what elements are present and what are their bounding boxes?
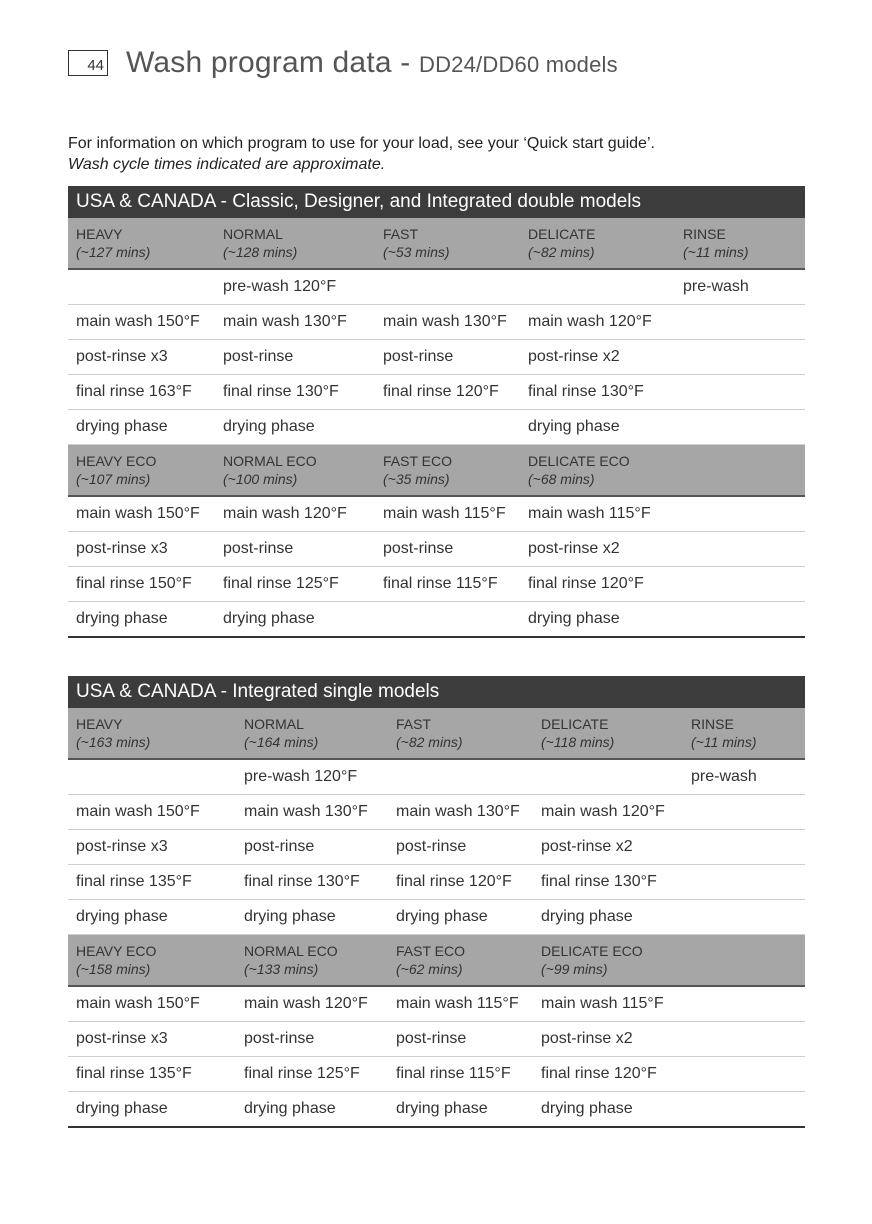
table-cell: final rinse 130°F <box>528 383 644 400</box>
table-cell: final rinse 120°F <box>383 383 499 400</box>
table-cell: final rinse 130°F <box>244 873 360 890</box>
table-cell: final rinse 120°F <box>528 575 644 592</box>
table-row <box>68 900 805 935</box>
table-cell: pre-wash 120°F <box>223 278 337 295</box>
table-row <box>68 602 805 638</box>
table-cell: final rinse 135°F <box>76 873 192 890</box>
wash-table-double <box>68 186 805 638</box>
program-duration: (~107 mins) <box>76 471 151 487</box>
table-cell: drying phase <box>76 418 168 435</box>
program-duration: (~158 mins) <box>76 961 151 977</box>
table-cell: main wash 120°F <box>528 313 652 330</box>
program-cell <box>533 942 683 978</box>
table-cell: post-rinse <box>223 540 294 557</box>
table-cell: final rinse 115°F <box>396 1065 511 1082</box>
program-header-row <box>68 935 805 987</box>
program-duration: (~127 mins) <box>76 244 151 260</box>
table-cell: final rinse 150°F <box>76 575 192 592</box>
program-duration: (~62 mins) <box>396 961 463 977</box>
table-cell: post-rinse x2 <box>528 348 620 365</box>
program-duration: (~35 mins) <box>383 471 450 487</box>
table-cell: post-rinse <box>383 348 454 365</box>
program-header-row <box>68 445 805 497</box>
table-cell: final rinse 125°F <box>244 1065 360 1082</box>
program-cell <box>236 942 388 978</box>
page-title <box>126 46 618 80</box>
page-header <box>68 46 618 80</box>
table-cell: final rinse 115°F <box>383 575 498 592</box>
program-name: DELICATE ECO <box>528 453 630 469</box>
program-name: NORMAL ECO <box>223 453 317 469</box>
table-cell: drying phase <box>541 908 633 925</box>
table-cell: final rinse 130°F <box>223 383 339 400</box>
table-cell: pre-wash 120°F <box>244 768 358 785</box>
table-cell: drying phase <box>528 610 620 627</box>
program-cell <box>375 452 520 488</box>
program-duration: (~100 mins) <box>223 471 298 487</box>
table-cell: drying phase <box>541 1100 633 1117</box>
table-row <box>68 987 805 1022</box>
table-row <box>68 497 805 532</box>
table-cell: post-rinse x3 <box>76 348 168 365</box>
program-name: DELICATE <box>528 226 596 242</box>
page-number: 44 <box>68 50 108 76</box>
table-row <box>68 340 805 375</box>
table-cell: main wash 115°F <box>396 995 519 1012</box>
table-cell: main wash 150°F <box>76 505 200 522</box>
wash-table-single <box>68 676 805 1128</box>
page-title-main: Wash program data - <box>126 46 419 79</box>
table-row <box>68 305 805 340</box>
program-cell <box>236 715 388 751</box>
program-cell <box>375 225 520 261</box>
table-cell: post-rinse x3 <box>76 838 168 855</box>
table-cell: drying phase <box>528 418 620 435</box>
program-name: DELICATE ECO <box>541 943 643 959</box>
program-cell <box>68 452 215 488</box>
table-row <box>68 795 805 830</box>
program-cell <box>683 715 805 751</box>
table-cell: post-rinse <box>383 540 454 557</box>
program-cell <box>675 225 805 261</box>
table-cell: final rinse 135°F <box>76 1065 192 1082</box>
program-duration: (~68 mins) <box>528 471 595 487</box>
table-cell: post-rinse <box>396 1030 467 1047</box>
program-name: DELICATE <box>541 716 609 732</box>
program-name: NORMAL ECO <box>244 943 338 959</box>
table-cell: post-rinse x3 <box>76 1030 168 1047</box>
program-duration: (~99 mins) <box>541 961 608 977</box>
program-name: NORMAL <box>223 226 283 242</box>
intro-line: For information on which program to use for your load, see your ‘Quick start guide’. <box>68 135 655 152</box>
table-cell: main wash 115°F <box>528 505 651 522</box>
table-row <box>68 1057 805 1092</box>
table-cell: post-rinse <box>244 1030 315 1047</box>
table-cell: final rinse 120°F <box>541 1065 657 1082</box>
table-cell: drying phase <box>76 610 168 627</box>
program-name: HEAVY ECO <box>76 453 157 469</box>
table-cell: drying phase <box>396 1100 488 1117</box>
table-cell: drying phase <box>223 418 315 435</box>
program-cell <box>520 225 675 261</box>
program-name: FAST <box>383 226 419 242</box>
table-cell: final rinse 130°F <box>541 873 657 890</box>
program-duration: (~163 mins) <box>76 734 151 750</box>
table-row <box>68 270 805 305</box>
program-name: NORMAL <box>244 716 304 732</box>
table-cell: drying phase <box>223 610 315 627</box>
table-cell: main wash 130°F <box>223 313 347 330</box>
program-header-row <box>68 218 805 270</box>
table-cell: main wash 130°F <box>383 313 507 330</box>
program-cell <box>520 452 675 488</box>
program-cell <box>388 942 533 978</box>
table-cell: main wash 115°F <box>541 995 664 1012</box>
program-cell <box>68 715 236 751</box>
table-cell: post-rinse <box>223 348 294 365</box>
table-cell: drying phase <box>244 908 336 925</box>
program-cell <box>533 715 683 751</box>
page-title-models: DD24/DD60 models <box>419 52 618 77</box>
table-row <box>68 830 805 865</box>
table-row <box>68 760 805 795</box>
table-row <box>68 567 805 602</box>
table-cell: post-rinse x2 <box>528 540 620 557</box>
table-title: USA & CANADA - Classic, Designer, and Integrated double models <box>68 186 805 218</box>
table-cell: main wash 120°F <box>541 803 665 820</box>
program-cell <box>215 452 375 488</box>
table-cell: post-rinse <box>244 838 315 855</box>
program-duration: (~82 mins) <box>528 244 595 260</box>
table-cell: main wash 150°F <box>76 995 200 1012</box>
program-cell <box>68 225 215 261</box>
table-cell: post-rinse x2 <box>541 1030 633 1047</box>
program-duration: (~53 mins) <box>383 244 450 260</box>
program-name: FAST <box>396 716 432 732</box>
program-name: FAST ECO <box>396 943 465 959</box>
table-cell: post-rinse <box>396 838 467 855</box>
table-row <box>68 532 805 567</box>
table-cell: main wash 130°F <box>244 803 368 820</box>
program-name: FAST ECO <box>383 453 452 469</box>
table-cell: pre-wash <box>683 278 749 295</box>
table-row <box>68 1022 805 1057</box>
program-name: HEAVY ECO <box>76 943 157 959</box>
table-cell: main wash 120°F <box>223 505 347 522</box>
program-cell <box>68 942 236 978</box>
program-header-row <box>68 708 805 760</box>
program-duration: (~82 mins) <box>396 734 463 750</box>
table-cell: drying phase <box>244 1100 336 1117</box>
table-cell: main wash 120°F <box>244 995 368 1012</box>
program-name: RINSE <box>691 716 734 732</box>
table-row <box>68 410 805 445</box>
table-cell: final rinse 163°F <box>76 383 192 400</box>
program-duration: (~11 mins) <box>683 244 749 260</box>
table-cell: main wash 115°F <box>383 505 506 522</box>
table-row <box>68 1092 805 1128</box>
program-name: RINSE <box>683 226 726 242</box>
table-cell: final rinse 125°F <box>223 575 339 592</box>
table-cell: final rinse 120°F <box>396 873 512 890</box>
program-duration: (~133 mins) <box>244 961 319 977</box>
program-duration: (~128 mins) <box>223 244 298 260</box>
table-cell: post-rinse x2 <box>541 838 633 855</box>
table-title: USA & CANADA - Integrated single models <box>68 676 805 708</box>
program-cell <box>215 225 375 261</box>
program-name: HEAVY <box>76 226 123 242</box>
table-cell: drying phase <box>76 1100 168 1117</box>
table-cell: main wash 150°F <box>76 803 200 820</box>
table-cell: main wash 150°F <box>76 313 200 330</box>
program-duration: (~11 mins) <box>691 734 757 750</box>
table-cell: post-rinse x3 <box>76 540 168 557</box>
table-cell: pre-wash <box>691 768 757 785</box>
program-cell <box>388 715 533 751</box>
intro-note: Wash cycle times indicated are approximate. <box>68 156 386 173</box>
table-cell: drying phase <box>76 908 168 925</box>
program-duration: (~164 mins) <box>244 734 319 750</box>
table-row <box>68 865 805 900</box>
table-row <box>68 375 805 410</box>
program-name: HEAVY <box>76 716 123 732</box>
table-cell: main wash 130°F <box>396 803 520 820</box>
intro-text <box>68 133 655 175</box>
program-duration: (~118 mins) <box>541 734 615 750</box>
table-cell: drying phase <box>396 908 488 925</box>
